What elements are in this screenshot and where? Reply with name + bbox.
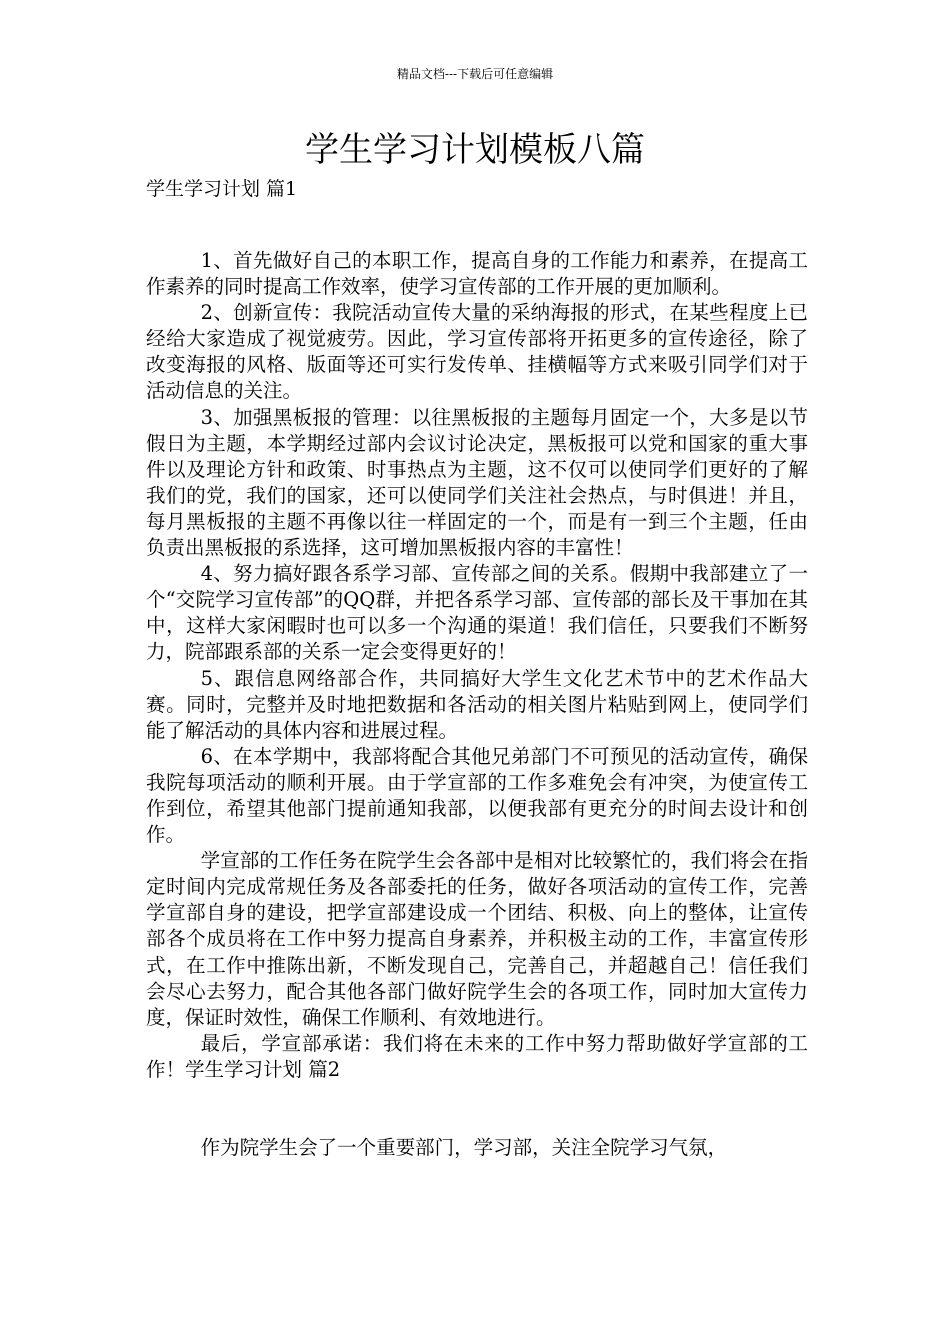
page-header-note: 精品文档---下载后可任意编辑 bbox=[396, 67, 554, 81]
paragraph: 1、首先做好自己的本职工作，提高自身的工作能力和素养，在提高工作素养的同时提高工作效率，使学习宣传部的工作开展的更加顺利。 bbox=[146, 249, 808, 299]
paragraph: 6、在本学期中，我部将配合其他兄弟部门不可预见的活动宣传，确保我院每项活动的顺利开展。由于学宣部的工作多难免会有冲突，为使宣传工作到位，希望其他部门提前通知我部，以便我部有更充分的时间去设计和创作。 bbox=[146, 744, 808, 847]
paragraph: 2、创新宣传：我院活动宣传大量的采纳海报的形式，在某些程度上已经给大家造成了视觉疲劳。因此，学习宣传部将开拓更多的宣传途径，除了改变海报的风格、版面等还可实行发传单、挂横幅等方式来吸引同学们对于活动信息的关注。 bbox=[146, 301, 808, 403]
paragraph: 学宣部的工作任务在院学生会各部中是相对比较繁忙的，我们将会在指定时间内完成常规任务及各部委托的任务，做好各项活动的宣传工作，完善学宣部自身的建设，把学宣部建设成一个团结、积极、向上的整体，让宣传部各个成员将在工作中努力提高自身素养，并积极主动的工作，丰富宣传形式，在工作中推陈出新，不断发现自己，完善自己，并超越自己！信任我们会尽心去努力，配合其他各部门做好院学生会的各项工作，同时加大宣传力度，保证时效性，确保工作顺利、有效地进行。 bbox=[146, 849, 808, 1029]
paragraph: 作为院学生会了一个重要部门，学习部，关注全院学习气氛， bbox=[200, 1136, 728, 1159]
document-body bbox=[146, 248, 808, 1161]
paragraph: 3、加强黑板报的管理：以往黑板报的主题每月固定一个，大多是以节假日为主题，本学期经过部内会议讨论决定，黑板报可以党和国家的重大事件以及理论方针和政策、时事热点为主题，这不仅可以使同学们更好的了解我们的党，我们的国家，还可以使同学们关注社会热点，与时俱进！并且，每月黑板报的主题不再像以往一样固定的一个，而是有一到三个主题，任由负责出黑板报的系选择，这可增加黑板报内容的丰富性！ bbox=[146, 405, 808, 560]
paragraph: 5、跟信息网络部合作，共同搞好大学生文化艺术节中的艺术作品大赛。同时，完整并及时地把数据和各活动的相关图片粘贴到网上，使同学们能了解活动的具体内容和进展过程。 bbox=[146, 666, 808, 742]
section-heading: 学生学习计划 篇1 bbox=[146, 178, 298, 200]
document-title: 学生学习计划模板八篇 bbox=[305, 130, 645, 170]
paragraph: 4、努力搞好跟各系学习部、宣传部之间的关系。假期中我部建立了一个“交院学习宣传部”的QQ群，并把各系学习部、宣传部的部长及干事加在其中，这样大家闲暇时也可以多一个沟通的渠道！我们信任，只要我们不断努力，院部跟系部的关系一定会变得更好的！ bbox=[146, 562, 808, 664]
paragraph: 最后，学宣部承诺：我们将在未来的工作中努力帮助做好学宣部的工作！学生学习计划 篇2 bbox=[146, 1031, 808, 1081]
